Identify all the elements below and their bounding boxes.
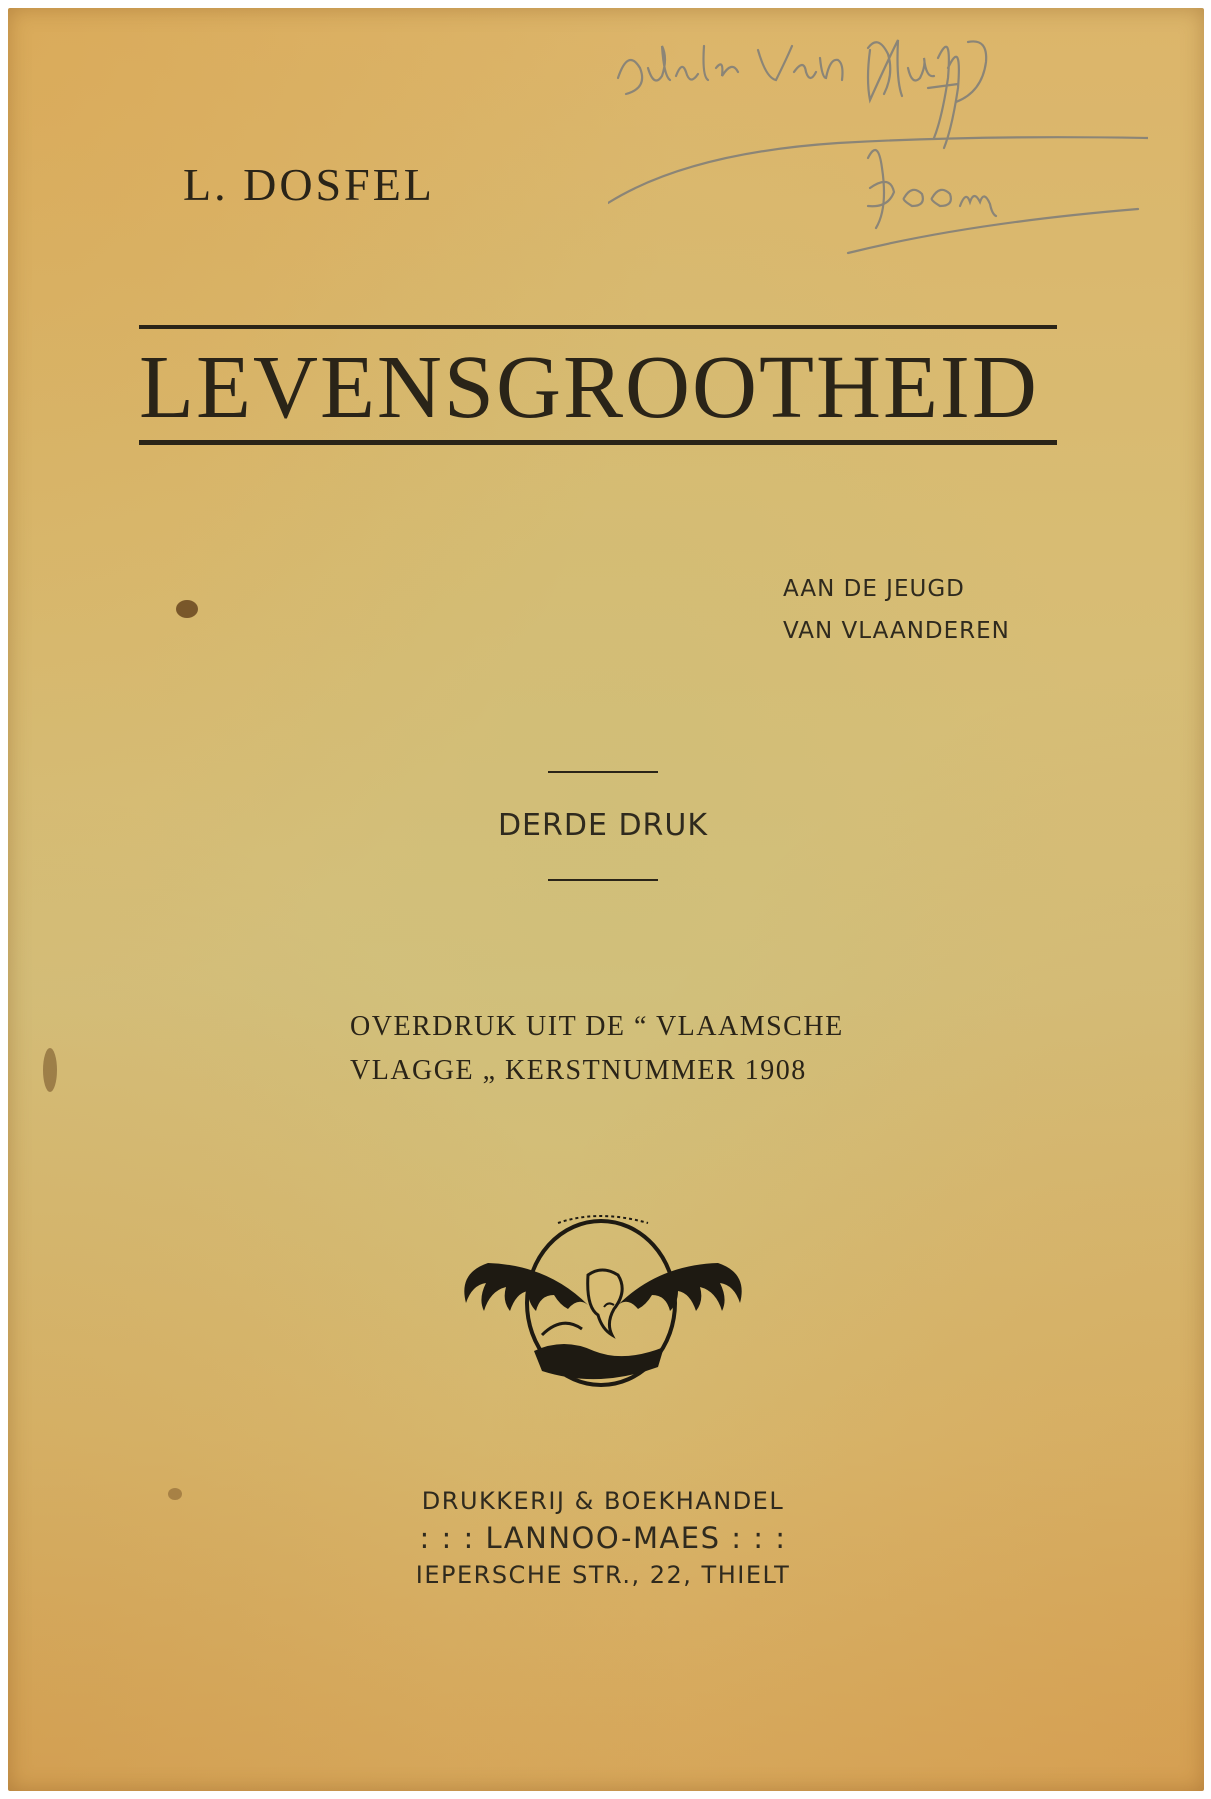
reprint-line-1: OVERDRUK UIT DE “ VLAAMSCHE: [350, 1011, 844, 1042]
reprint-note: [350, 1005, 844, 1093]
seagull-emblem-icon: [458, 1203, 748, 1403]
dedication: [783, 568, 1010, 652]
publisher-line-3: IEPERSCHE STR., 22, THIELT: [415, 1561, 791, 1589]
foxing-spot: [168, 1488, 182, 1500]
foxing-spot: [176, 600, 198, 618]
book-cover: [8, 8, 1204, 1791]
publisher-block: [388, 1483, 818, 1594]
title-rule-bottom: [139, 440, 1057, 445]
edition-label: DERDE DRUK: [497, 808, 709, 843]
edition-rule-top: [548, 771, 658, 773]
author-name: L. DOSFEL: [183, 159, 435, 210]
publisher-line-2: : : : LANNOO-MAES : : :: [419, 1521, 787, 1555]
foxing-spot: [43, 1048, 57, 1092]
title-rule-top: [139, 325, 1057, 329]
pencil-inscription-signature: [608, 28, 1148, 268]
dedication-line-2: VAN VLAANDEREN: [783, 618, 1010, 644]
dedication-line-1: AAN DE JEUGD: [783, 576, 965, 602]
book-title: LEVENSGROOTHEID: [139, 338, 1039, 437]
edition-rule-bottom: [548, 879, 658, 881]
publisher-line-1: DRUKKERIJ & BOEKHANDEL: [421, 1487, 785, 1515]
reprint-line-2: VLAGGE „ KERSTNUMMER 1908: [350, 1055, 807, 1086]
